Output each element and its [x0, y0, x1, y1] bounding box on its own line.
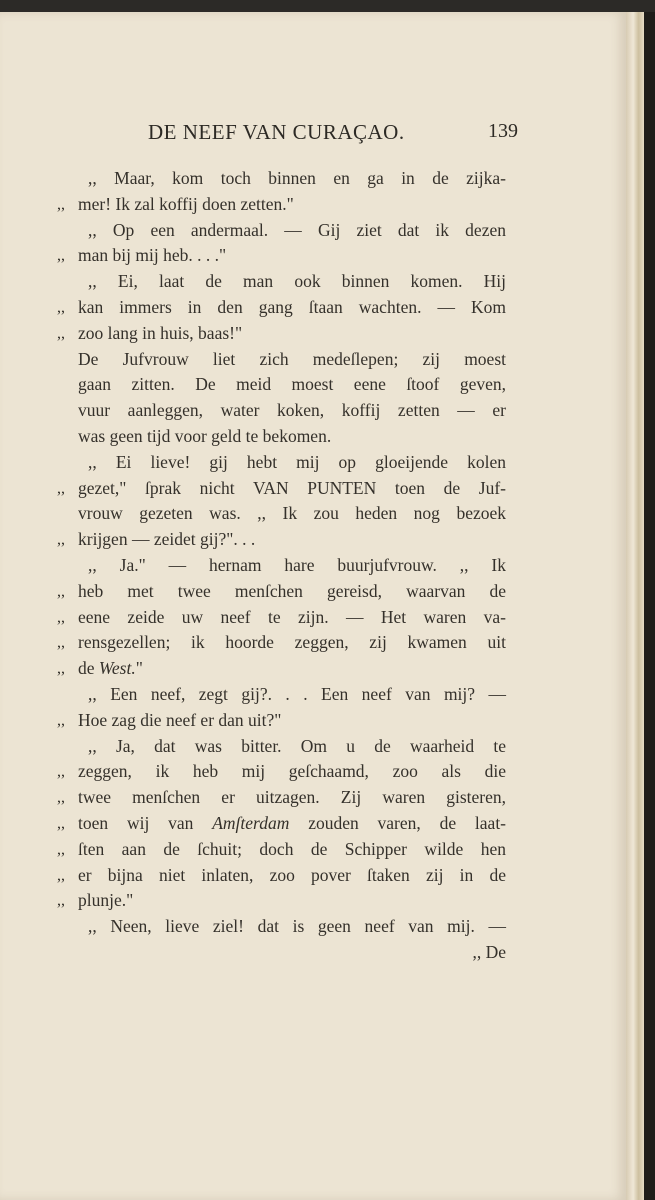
text-line: ,, Ja." — hernam hare buurjufvrouw. ,, Ik: [88, 554, 506, 575]
text-line: vuur aanleggen, water koken, koffij zetten — er: [78, 400, 506, 421]
text-line: ,, Hoe zag die neef er dan uit?": [78, 708, 506, 734]
quote-margin: ,,: [57, 634, 65, 652]
book-page: [0, 12, 626, 1200]
text-line: ,, toen wij van Amſterdam zouden varen, de laat-: [78, 811, 506, 837]
quote-margin: ,,: [57, 814, 65, 832]
running-title: DE NEEF VAN CURAÇAO.: [148, 120, 405, 144]
quote-margin: ,,: [57, 195, 65, 213]
quote-margin: ,,: [57, 660, 65, 678]
text-line: ,, Een neef, zegt gij?. . . Een neef van mij? —: [88, 683, 506, 704]
quote-margin: ,,: [57, 324, 65, 342]
quote-margin: ,,: [57, 711, 65, 729]
text-line: ,, zoo lang in huis, baas!": [78, 321, 506, 347]
italic-place-name: Amſterdam: [212, 812, 290, 833]
page-edge: [626, 12, 644, 1200]
text-line: ,, er bijna niet inlaten, zoo pover ſtaken zij in de: [78, 863, 506, 889]
text-line: ,, man bij mij heb. . . .": [78, 243, 506, 269]
quote-margin: ,,: [57, 298, 65, 316]
text-block: [57, 166, 507, 966]
text-line: ,, Op een andermaal. — Gij ziet dat ik dezen: [88, 219, 506, 240]
quote-margin: ,,: [57, 789, 65, 807]
text-line: ,, Neen, lieve ziel! dat is geen neef van mij. —: [88, 916, 506, 937]
italic-place-name: West.: [98, 658, 136, 679]
quote-margin: ,,: [57, 582, 65, 600]
text-line: vrouw gezeten was. ,, Ik zou heden nog bezoek: [78, 503, 506, 524]
text-line: ,, plunje.": [78, 888, 506, 914]
text-line: was geen tijd voor geld te bekomen.: [78, 425, 332, 446]
page-header: [78, 120, 518, 148]
text-line: ,, rensgezellen; ik hoorde zeggen, zij kwamen uit: [78, 630, 506, 656]
page-number: 139: [488, 120, 518, 142]
text-line: ,, Ja, dat was bitter. Om u de waarheid te: [88, 735, 506, 756]
text-line: ,, krijgen — zeidet gij?". . .: [78, 527, 506, 553]
quote-margin: ,,: [57, 531, 65, 549]
text-line: ,, de West.": [78, 656, 506, 682]
text-line: ,, zeggen, ik heb mij geſchaamd, zoo als die: [78, 759, 506, 785]
text-line: ,, Ei, laat de man ook binnen komen. Hij: [88, 271, 506, 292]
quote-margin: ,,: [57, 892, 65, 910]
quote-margin: ,,: [57, 840, 65, 858]
text-line: ,, mer! Ik zal koffij doen zetten.": [78, 192, 506, 218]
catchword: ,, De: [472, 941, 506, 962]
text-line: ,, twee menſchen er uitzagen. Zij waren gisteren,: [78, 785, 506, 811]
quote-margin: ,,: [57, 479, 65, 497]
text-line: ,, gezet," ſprak nicht VAN PUNTEN toen de Juf-: [78, 476, 506, 502]
text-line: gaan zitten. De meid moest eene ſtoof geven,: [78, 374, 506, 395]
quote-margin: ,,: [57, 763, 65, 781]
text-line: ,, Maar, kom toch binnen en ga in de zijka-: [88, 168, 506, 188]
text-line: ,, ſten aan de ſchuit; doch de Schipper wilde hen: [78, 837, 506, 863]
book-spine: [644, 12, 655, 1200]
text-line: ,, kan immers in den gang ſtaan wachten. — Kom: [78, 295, 506, 321]
text-line: ,, Ei lieve! gij hebt mij op gloeijende kolen: [88, 451, 506, 472]
quote-margin: ,,: [57, 608, 65, 626]
text-line: ,, eene zeide uw neef te zijn. — Het waren va-: [78, 605, 506, 631]
text-line: ,, heb met twee menſchen gereisd, waarvan de: [78, 579, 506, 605]
quote-margin: ,,: [57, 247, 65, 265]
quote-margin: ,,: [57, 866, 65, 884]
text-line: De Jufvrouw liet zich medeſlepen; zij moest: [78, 348, 506, 369]
